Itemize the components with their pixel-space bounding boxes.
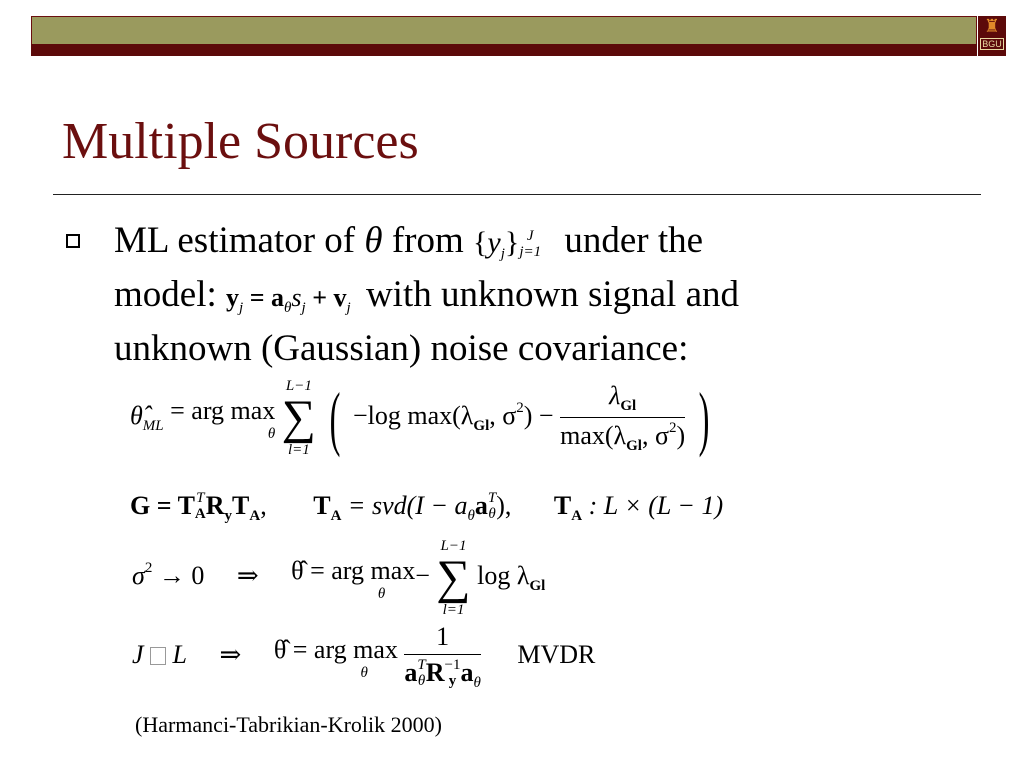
model-equation: $y_j = a_\theta s_j + v_j$ (226, 283, 351, 316)
bgu-logo (978, 16, 1006, 56)
set-notation: $\{y_j\}$ J j=1 (473, 226, 542, 262)
citation: (Harmanci-Tabrikian-Krolik 2000) (135, 712, 442, 737)
missing-glyph-icon (150, 647, 166, 665)
text-under-the: under the (564, 220, 704, 261)
bgu-logo-icon: ♜ (983, 16, 1001, 37)
equation-g-definition: G = T T A $R_yT_A$, $T_A = svd(I - a_\theta a$ T θ ), $T_A$ : L × (L − 1) (130, 490, 724, 524)
slide-title: Multiple Sources (62, 113, 419, 170)
logo-text: BGU (980, 38, 1004, 50)
equation-sigma-limit: $\sigma^2 \to 0$ ⇒ θ̂ = arg max θ − L−1 ∑ l=1 $\log \lambda_{Gl}$ (132, 538, 546, 618)
header-bar-stripe (31, 44, 977, 56)
text-ml-estimator: ML estimator of (114, 220, 356, 261)
text-from: from (391, 220, 464, 261)
bullet-line-3: unknown (Gaussian) noise covariance: (114, 328, 689, 369)
bullet-square-icon (66, 234, 80, 248)
title-divider (53, 194, 981, 195)
equation-ml-estimator: $\thetâ_{ML}$ = arg max θ L−1 ∑ l=1 ( −log $\max(\lambda_{Gl}$, $\sigma^2$) − $\frac{\lambda_{Gl}}{\max(\lambda_{Gl}, \sigma^2)}$ ) (130, 378, 710, 458)
text-model: model: (114, 274, 217, 315)
theta-symbol: θ (364, 220, 383, 261)
text-unknown-signal: with unknown signal and (365, 274, 739, 315)
equation-mvdr: J L ⇒ θ̂ = arg max θ 1 a T θ R −1 y $a_\theta$ MVDR (132, 622, 596, 691)
